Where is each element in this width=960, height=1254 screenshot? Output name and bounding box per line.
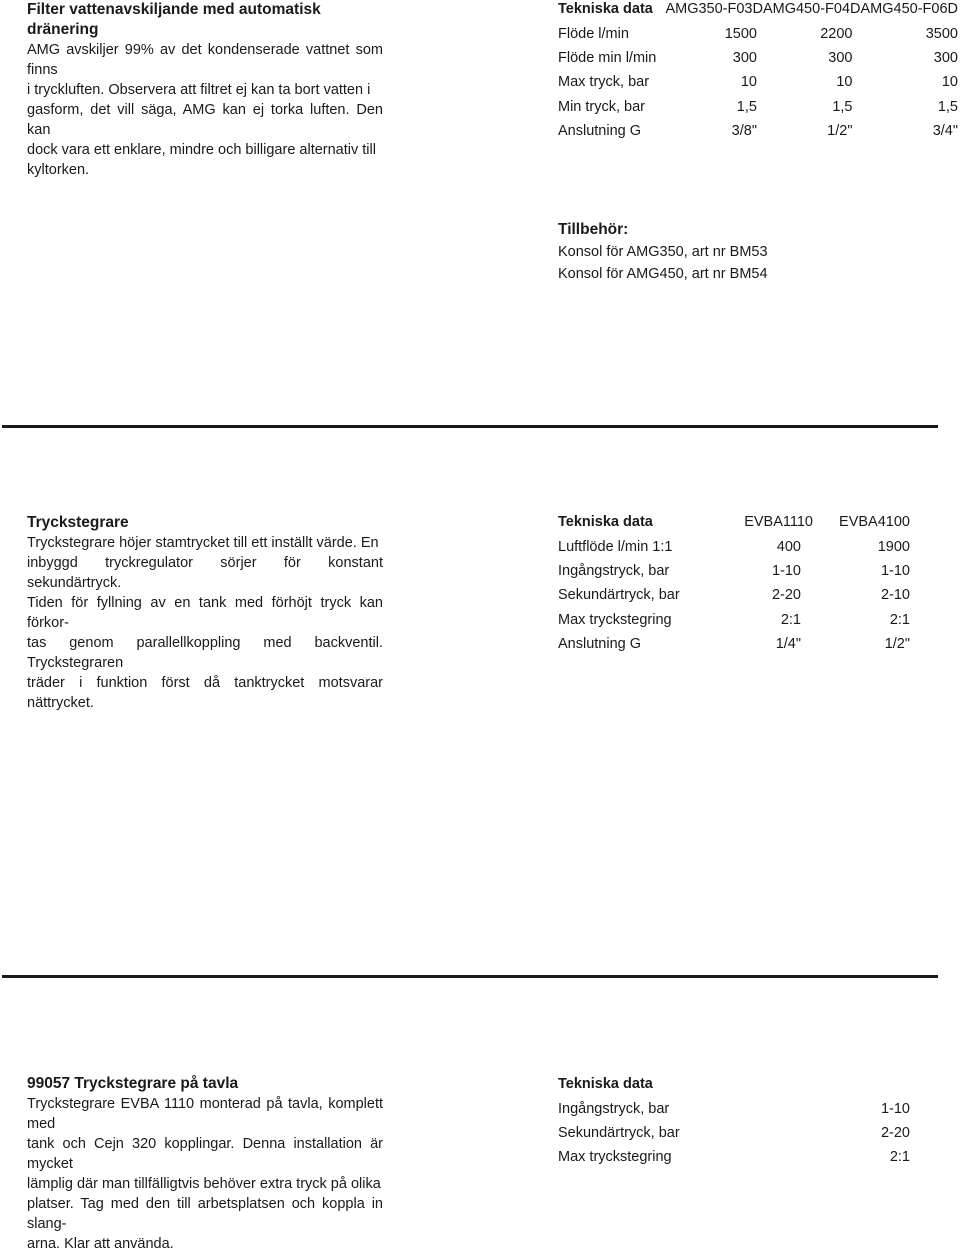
amg-header-col-1: AMG350-F03D: [665, 1, 763, 18]
row-label: Anslutning G: [558, 636, 642, 653]
accessories: [558, 219, 958, 285]
row-value: 2:1: [889, 611, 910, 628]
table-row: [558, 534, 910, 558]
row-value: 1,5: [937, 98, 958, 115]
row-value: 1-10: [771, 562, 801, 579]
tavla-line-1: Tryckstegrare EVBA 1110 monterad på tavla, komplett med: [27, 1096, 383, 1132]
evba-spec-table-wrapper: [558, 510, 910, 656]
table-row: [558, 559, 910, 583]
filter-line-5: kyltorken.: [27, 162, 90, 178]
row-value: 300: [933, 49, 958, 66]
row-label: Luftflöde l/min 1:1: [558, 538, 673, 555]
tavla-line-5: arna. Klar att använda.: [27, 1236, 174, 1252]
filter-line-2: i tryckluften. Observera att filtret ej kan ta bort vatten i: [27, 82, 371, 98]
row-label: Sekundärtryck, bar: [558, 1124, 680, 1141]
row-value: 10: [941, 74, 958, 91]
row-label: Anslutning G: [558, 123, 642, 140]
table-row: [558, 119, 958, 143]
row-value: 2200: [820, 25, 853, 42]
row-value: 300: [732, 49, 757, 66]
amg-spec-table-wrapper: [558, 0, 958, 143]
row-label: Flöde l/min: [558, 25, 629, 42]
evba-header-label: Tekniska data: [558, 514, 653, 531]
table-row: [558, 70, 958, 94]
row-value: 3500: [925, 25, 958, 42]
evba-spec-table: [558, 510, 910, 656]
accessory-item: Konsol för AMG350, art nr BM53: [558, 244, 768, 260]
section-divider: [2, 975, 938, 978]
tryckstegrare-line-5: träder i funktion först då tanktrycket motsvarar nättrycket.: [27, 675, 383, 711]
table-row: [558, 21, 958, 45]
amg-header-col-3: AMG450-F06D: [860, 1, 958, 18]
row-value: 1/2": [827, 123, 853, 140]
row-label: Ingångstryck, bar: [558, 562, 670, 579]
table-row: [558, 1145, 910, 1169]
row-value: 3/8": [731, 123, 757, 140]
table-row: [558, 46, 958, 70]
tavla-line-4: platser. Tag med den till arbetsplatsen och koppla in slang-: [27, 1196, 383, 1232]
accessory-item: Konsol för AMG450, art nr BM54: [558, 266, 768, 282]
row-value: 1500: [724, 25, 757, 42]
table-row: [558, 632, 910, 656]
filter-line-4: dock vara ett enklare, mindre och billigare alternativ till: [27, 142, 376, 158]
tavla-title: 99057 Tryckstegrare på tavla: [27, 1075, 239, 1092]
filter-title: Filter vattenavskiljande med automatisk dränering: [27, 1, 321, 38]
filter-line-1: AMG avskiljer 99% av det kondenserade vattnet som finns: [27, 42, 383, 78]
table-row: [558, 95, 958, 119]
row-value: 10: [740, 74, 757, 91]
row-value: 1,5: [832, 98, 853, 115]
row-value: 400: [776, 538, 801, 555]
filter-line-3: gasform, det vill säga, AMG kan ej torka luften. Den kan: [27, 102, 383, 138]
row-value: 10: [836, 74, 853, 91]
section-divider: [2, 425, 938, 428]
table-row: [558, 1096, 910, 1120]
amg-header-row: [558, 0, 958, 21]
row-value: 2:1: [889, 1149, 910, 1166]
row-value: 2-20: [880, 1124, 910, 1141]
tryckstegrare-line-4: tas genom parallellkoppling med backventil. Tryckstegraren: [27, 635, 383, 671]
row-value: 2-20: [771, 587, 801, 604]
row-value: 2:1: [780, 611, 801, 628]
tryckstegrare-line-2: inbyggd tryckregulator sörjer för konstant sekundärtryck.: [27, 555, 383, 591]
empty-header-cell: [758, 1072, 910, 1096]
tavla-line-3: lämplig där man tillfälligtvis behöver extra tryck på olika: [27, 1176, 381, 1192]
row-label: Max tryckstegring: [558, 611, 672, 628]
row-label: Max tryckstegring: [558, 1149, 672, 1166]
evba-header-col-1: EVBA1110: [744, 514, 813, 531]
amg-header-label: Tekniska data: [558, 1, 653, 18]
row-value: 3/4": [932, 123, 958, 140]
row-value: 1-10: [880, 562, 910, 579]
tavla-spec-table: [558, 1072, 910, 1170]
evba-header-col-2: EVBA4100: [839, 514, 910, 531]
amg-spec-table: [558, 0, 958, 143]
row-label: Min tryck, bar: [558, 98, 646, 115]
row-label: Sekundärtryck, bar: [558, 587, 680, 604]
tavla-line-2: tank och Cejn 320 kopplingar. Denna installation är mycket: [27, 1136, 383, 1172]
table-row: [558, 1121, 910, 1145]
tavla-header-label: Tekniska data: [558, 1076, 653, 1093]
accessories-title: Tillbehör:: [558, 221, 629, 238]
tryckstegrare-line-3: Tiden för fyllning av en tank med förhöjt tryck kan förkor-: [27, 595, 383, 631]
row-label: Max tryck, bar: [558, 74, 650, 91]
table-row: [558, 608, 910, 632]
row-label: Ingångstryck, bar: [558, 1100, 670, 1117]
row-value: 1/4": [775, 636, 801, 653]
amg-header-col-2: AMG450-F04D: [762, 1, 861, 18]
table-row: [558, 583, 910, 607]
row-value: 1900: [877, 538, 910, 555]
row-value: 300: [828, 49, 853, 66]
tryckstegrare-line-1: Tryckstegrare höjer stamtrycket till ett inställt värde. En: [27, 535, 379, 551]
tavla-spec-table-wrapper: [558, 1072, 910, 1170]
tavla-description: [27, 1074, 383, 1254]
tryckstegrare-title: Tryckstegrare: [27, 514, 129, 531]
tavla-header-row: [558, 1072, 910, 1096]
row-value: 2-10: [880, 587, 910, 604]
row-value: 1/2": [884, 636, 910, 653]
row-value: 1,5: [736, 98, 757, 115]
evba-header-row: [558, 510, 910, 534]
tryckstegrare-description: [27, 513, 383, 713]
filter-description: [27, 0, 383, 180]
row-value: 1-10: [880, 1100, 910, 1117]
row-label: Flöde min l/min: [558, 49, 657, 66]
